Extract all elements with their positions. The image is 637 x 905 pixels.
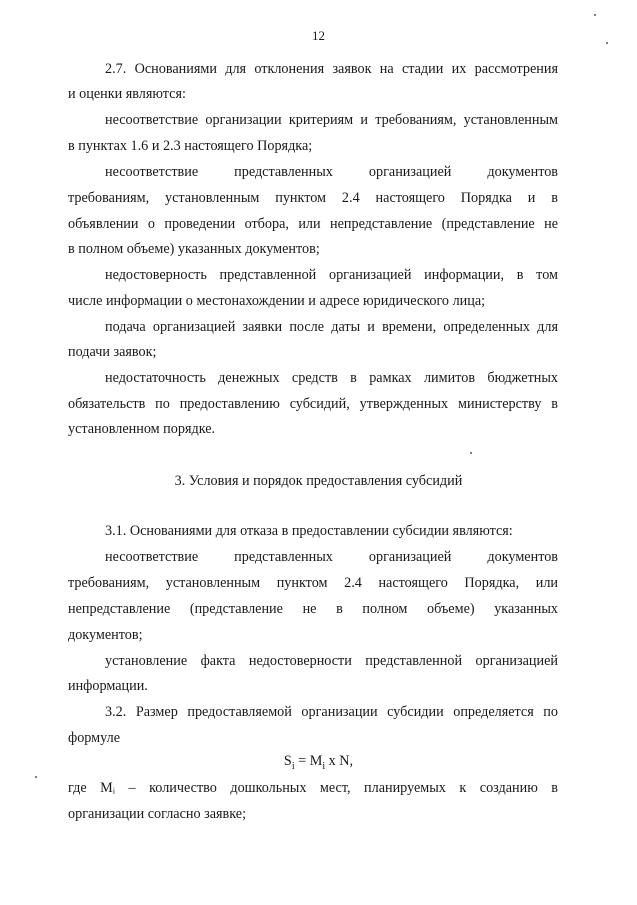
- scan-speck: [470, 452, 472, 454]
- formula: $S_i = M_i$ x N,: [283, 753, 354, 772]
- paragraph-line: документов;: [68, 627, 143, 643]
- paragraph-line: недостоверность представленной организацией информации, в том: [105, 267, 558, 283]
- paragraph-line: в полном объеме) указанных документов;: [68, 241, 320, 257]
- paragraph-line: информации.: [68, 678, 148, 694]
- section-heading: 3. Условия и порядок предоставления субсидий: [174, 473, 463, 489]
- paragraph-line: формуле: [68, 730, 120, 746]
- paragraph-line: несоответствие представленных организацией документов: [105, 164, 558, 180]
- scan-speck: [594, 14, 596, 16]
- paragraph-line: непредставление (представление не в полном объеме) указанных: [68, 601, 558, 617]
- scan-speck: [606, 42, 608, 44]
- scan-speck: [35, 776, 37, 778]
- paragraph-line: числе информации о местонахождении и адресе юридического лица;: [68, 293, 486, 309]
- paragraph-line: несоответствие представленных организацией документов: [105, 549, 558, 565]
- paragraph-line: 3.2. Размер предоставляемой организации субсидии определяется по: [105, 704, 558, 720]
- paragraph-line: организации согласно заявке;: [68, 806, 247, 822]
- paragraph-line: установление факта недостоверности представленной организацией: [105, 653, 558, 669]
- paragraph-line: обязательств по предоставлению субсидий, утвержденных министерству в: [68, 396, 558, 412]
- paragraph-line: несоответствие организации критериям и требованиям, установленным: [105, 112, 558, 128]
- paragraph-line: подача организацией заявки после даты и времени, определенных для: [105, 319, 558, 335]
- paragraph-line: 2.7. Основаниями для отклонения заявок на стадии их рассмотрения: [105, 61, 558, 77]
- paragraph-line: 3.1. Основаниями для отказа в предоставлении субсидии являются:: [105, 523, 513, 539]
- paragraph-line: объявлении о проведении отбора, или непредставление (представление не: [68, 216, 558, 232]
- paragraph-line: установленном порядке.: [68, 421, 216, 437]
- page-number: 12: [312, 28, 325, 43]
- paragraph-line: подачи заявок;: [68, 344, 157, 360]
- paragraph-line: недостаточность денежных средств в рамках лимитов бюджетных: [105, 370, 558, 386]
- paragraph-line: где Mᵢ – количество дошкольных мест, планируемых к созданию в: [68, 780, 558, 796]
- paragraph-line: требованиям, установленным пунктом 2.4 настоящего Порядка и в: [68, 190, 558, 206]
- paragraph-line: в пунктах 1.6 и 2.3 настоящего Порядка;: [68, 138, 313, 154]
- paragraph-line: требованиям, установленным пунктом 2.4 настоящего Порядка, или: [68, 575, 558, 591]
- paragraph-line: и оценки являются:: [68, 86, 186, 102]
